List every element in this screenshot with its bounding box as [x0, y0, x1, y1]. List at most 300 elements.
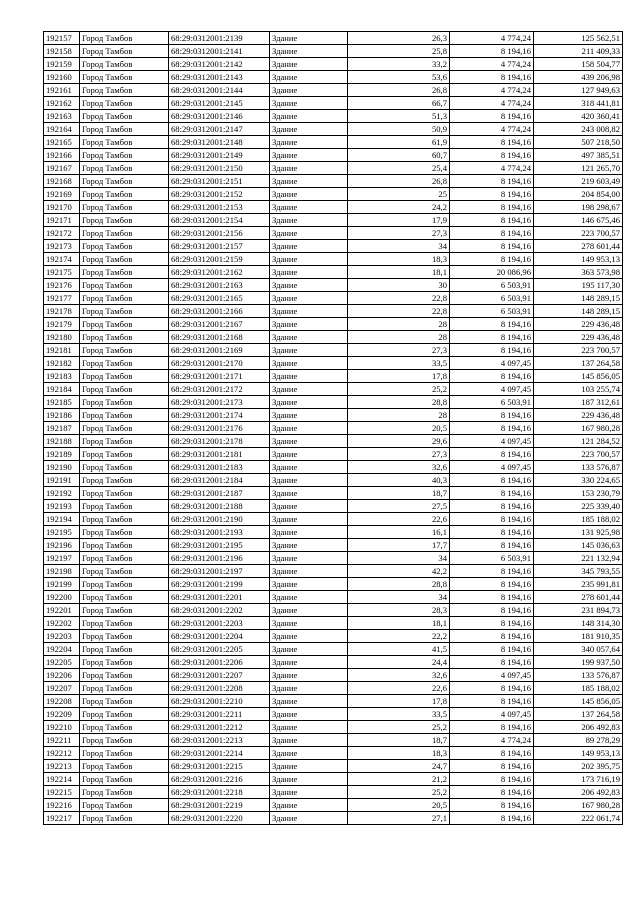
- row-number-cell: 192204: [44, 643, 80, 656]
- object-type-cell: Здание: [270, 32, 348, 45]
- municipality-cell: Город Тамбов: [80, 682, 169, 695]
- cadastral-number-cell: 68:29:0312001:2219: [169, 799, 270, 812]
- object-type-cell: Здание: [270, 708, 348, 721]
- table-row: [44, 461, 623, 474]
- row-number-cell: 192164: [44, 123, 80, 136]
- cadastral-value-cell: 235 991,81: [534, 578, 623, 591]
- cadastral-number-cell: 68:29:0312001:2213: [169, 734, 270, 747]
- cadastral-number-cell: 68:29:0312001:2201: [169, 591, 270, 604]
- object-type-cell: Здание: [270, 331, 348, 344]
- unit-value-cell: 8 194,16: [450, 786, 534, 799]
- row-number-cell: 192211: [44, 734, 80, 747]
- cadastral-value-cell: 221 132,94: [534, 552, 623, 565]
- cadastral-number-cell: 68:29:0312001:2176: [169, 422, 270, 435]
- municipality-cell: Город Тамбов: [80, 500, 169, 513]
- row-number-cell: 192217: [44, 812, 80, 825]
- cadastral-value-cell: 222 061,74: [534, 812, 623, 825]
- row-number-cell: 192162: [44, 97, 80, 110]
- object-type-cell: Здание: [270, 747, 348, 760]
- cadastral-number-cell: 68:29:0312001:2193: [169, 526, 270, 539]
- municipality-cell: Город Тамбов: [80, 396, 169, 409]
- area-cell: 27,3: [348, 344, 450, 357]
- object-type-cell: Здание: [270, 149, 348, 162]
- area-cell: 16,1: [348, 526, 450, 539]
- row-number-cell: 192187: [44, 422, 80, 435]
- area-cell: 33,5: [348, 708, 450, 721]
- row-number-cell: 192172: [44, 227, 80, 240]
- table-row: [44, 370, 623, 383]
- municipality-cell: Город Тамбов: [80, 721, 169, 734]
- object-type-cell: Здание: [270, 643, 348, 656]
- table-row: [44, 669, 623, 682]
- cadastral-number-cell: 68:29:0312001:2183: [169, 461, 270, 474]
- area-cell: 51,3: [348, 110, 450, 123]
- object-type-cell: Здание: [270, 84, 348, 97]
- municipality-cell: Город Тамбов: [80, 643, 169, 656]
- object-type-cell: Здание: [270, 344, 348, 357]
- municipality-cell: Город Тамбов: [80, 32, 169, 45]
- cadastral-number-cell: 68:29:0312001:2157: [169, 240, 270, 253]
- row-number-cell: 192210: [44, 721, 80, 734]
- cadastral-value-cell: 121 265,70: [534, 162, 623, 175]
- object-type-cell: Здание: [270, 526, 348, 539]
- table-row: [44, 695, 623, 708]
- row-number-cell: 192177: [44, 292, 80, 305]
- area-cell: 33,2: [348, 58, 450, 71]
- row-number-cell: 192197: [44, 552, 80, 565]
- area-cell: 22,8: [348, 292, 450, 305]
- cadastral-number-cell: 68:29:0312001:2170: [169, 357, 270, 370]
- cadastral-number-cell: 68:29:0312001:2211: [169, 708, 270, 721]
- row-number-cell: 192171: [44, 214, 80, 227]
- area-cell: 22,6: [348, 682, 450, 695]
- unit-value-cell: 4 774,24: [450, 32, 534, 45]
- table-row: [44, 331, 623, 344]
- unit-value-cell: 8 194,16: [450, 539, 534, 552]
- municipality-cell: Город Тамбов: [80, 513, 169, 526]
- cadastral-number-cell: 68:29:0312001:2178: [169, 435, 270, 448]
- municipality-cell: Город Тамбов: [80, 292, 169, 305]
- cadastral-value-cell: 211 409,33: [534, 45, 623, 58]
- row-number-cell: 192214: [44, 773, 80, 786]
- area-cell: 18,1: [348, 617, 450, 630]
- table-row: [44, 84, 623, 97]
- municipality-cell: Город Тамбов: [80, 188, 169, 201]
- table-row: [44, 32, 623, 45]
- municipality-cell: Город Тамбов: [80, 539, 169, 552]
- unit-value-cell: 8 194,16: [450, 136, 534, 149]
- cadastral-value-cell: 363 573,98: [534, 266, 623, 279]
- municipality-cell: Город Тамбов: [80, 58, 169, 71]
- row-number-cell: 192203: [44, 630, 80, 643]
- row-number-cell: 192191: [44, 474, 80, 487]
- unit-value-cell: 8 194,16: [450, 500, 534, 513]
- area-cell: 25,2: [348, 721, 450, 734]
- cadastral-value-cell: 149 953,13: [534, 253, 623, 266]
- cadastral-number-cell: 68:29:0312001:2154: [169, 214, 270, 227]
- cadastral-number-cell: 68:29:0312001:2156: [169, 227, 270, 240]
- row-number-cell: 192205: [44, 656, 80, 669]
- table-row: [44, 71, 623, 84]
- unit-value-cell: 8 194,16: [450, 214, 534, 227]
- object-type-cell: Здание: [270, 253, 348, 266]
- area-cell: 40,3: [348, 474, 450, 487]
- table-row: [44, 435, 623, 448]
- row-number-cell: 192159: [44, 58, 80, 71]
- cadastral-value-cell: 185 188,02: [534, 682, 623, 695]
- table-row: [44, 188, 623, 201]
- unit-value-cell: 8 194,16: [450, 799, 534, 812]
- table-row: [44, 448, 623, 461]
- municipality-cell: Город Тамбов: [80, 162, 169, 175]
- area-cell: 24,4: [348, 656, 450, 669]
- unit-value-cell: 20 086,96: [450, 266, 534, 279]
- row-number-cell: 192181: [44, 344, 80, 357]
- row-number-cell: 192185: [44, 396, 80, 409]
- cadastral-value-cell: 148 314,30: [534, 617, 623, 630]
- cadastral-number-cell: 68:29:0312001:2197: [169, 565, 270, 578]
- cadastral-value-cell: 507 218,50: [534, 136, 623, 149]
- unit-value-cell: 8 194,16: [450, 474, 534, 487]
- table-row: [44, 136, 623, 149]
- table-row: [44, 357, 623, 370]
- row-number-cell: 192183: [44, 370, 80, 383]
- object-type-cell: Здание: [270, 188, 348, 201]
- object-type-cell: Здание: [270, 383, 348, 396]
- unit-value-cell: 8 194,16: [450, 760, 534, 773]
- area-cell: 28: [348, 409, 450, 422]
- municipality-cell: Город Тамбов: [80, 708, 169, 721]
- object-type-cell: Здание: [270, 591, 348, 604]
- municipality-cell: Город Тамбов: [80, 370, 169, 383]
- object-type-cell: Здание: [270, 357, 348, 370]
- object-type-cell: Здание: [270, 71, 348, 84]
- object-type-cell: Здание: [270, 175, 348, 188]
- table-row: [44, 773, 623, 786]
- row-number-cell: 192208: [44, 695, 80, 708]
- area-cell: 32,6: [348, 669, 450, 682]
- area-cell: 18,7: [348, 734, 450, 747]
- cadastral-number-cell: 68:29:0312001:2149: [169, 149, 270, 162]
- table-row: [44, 721, 623, 734]
- area-cell: 25,2: [348, 383, 450, 396]
- row-number-cell: 192201: [44, 604, 80, 617]
- object-type-cell: Здание: [270, 760, 348, 773]
- row-number-cell: 192184: [44, 383, 80, 396]
- table-row: [44, 175, 623, 188]
- cadastral-value-cell: 340 057,64: [534, 643, 623, 656]
- object-type-cell: Здание: [270, 630, 348, 643]
- row-number-cell: 192215: [44, 786, 80, 799]
- object-type-cell: Здание: [270, 435, 348, 448]
- area-cell: 24,7: [348, 760, 450, 773]
- unit-value-cell: 8 194,16: [450, 344, 534, 357]
- cadastral-value-cell: 187 312,61: [534, 396, 623, 409]
- cadastral-number-cell: 68:29:0312001:2206: [169, 656, 270, 669]
- municipality-cell: Город Тамбов: [80, 279, 169, 292]
- area-cell: 28,8: [348, 578, 450, 591]
- area-cell: 20,5: [348, 799, 450, 812]
- municipality-cell: Город Тамбов: [80, 45, 169, 58]
- object-type-cell: Здание: [270, 227, 348, 240]
- object-type-cell: Здание: [270, 500, 348, 513]
- row-number-cell: 192209: [44, 708, 80, 721]
- unit-value-cell: 8 194,16: [450, 188, 534, 201]
- cadastral-number-cell: 68:29:0312001:2204: [169, 630, 270, 643]
- object-type-cell: Здание: [270, 214, 348, 227]
- cadastral-value-cell: 223 700,57: [534, 227, 623, 240]
- object-type-cell: Здание: [270, 409, 348, 422]
- unit-value-cell: 8 194,16: [450, 448, 534, 461]
- unit-value-cell: 8 194,16: [450, 370, 534, 383]
- object-type-cell: Здание: [270, 474, 348, 487]
- unit-value-cell: 4 774,24: [450, 734, 534, 747]
- municipality-cell: Город Тамбов: [80, 474, 169, 487]
- row-number-cell: 192178: [44, 305, 80, 318]
- unit-value-cell: 8 194,16: [450, 721, 534, 734]
- cadastral-number-cell: 68:29:0312001:2220: [169, 812, 270, 825]
- cadastral-number-cell: 68:29:0312001:2144: [169, 84, 270, 97]
- table-row: [44, 500, 623, 513]
- object-type-cell: Здание: [270, 292, 348, 305]
- cadastral-value-cell: 146 675,46: [534, 214, 623, 227]
- cadastral-number-cell: 68:29:0312001:2188: [169, 500, 270, 513]
- object-type-cell: Здание: [270, 656, 348, 669]
- unit-value-cell: 6 503,91: [450, 305, 534, 318]
- row-number-cell: 192168: [44, 175, 80, 188]
- unit-value-cell: 8 194,16: [450, 695, 534, 708]
- municipality-cell: Город Тамбов: [80, 448, 169, 461]
- object-type-cell: Здание: [270, 734, 348, 747]
- cadastral-value-cell: 223 700,57: [534, 344, 623, 357]
- cadastral-number-cell: 68:29:0312001:2212: [169, 721, 270, 734]
- table-row: [44, 526, 623, 539]
- object-type-cell: Здание: [270, 799, 348, 812]
- cadastral-value-cell: 181 910,35: [534, 630, 623, 643]
- municipality-cell: Город Тамбов: [80, 409, 169, 422]
- municipality-cell: Город Тамбов: [80, 604, 169, 617]
- table-row: [44, 487, 623, 500]
- row-number-cell: 192207: [44, 682, 80, 695]
- area-cell: 32,6: [348, 461, 450, 474]
- municipality-cell: Город Тамбов: [80, 552, 169, 565]
- cadastral-value-cell: 278 601,44: [534, 240, 623, 253]
- table-row: [44, 617, 623, 630]
- cadastral-value-cell: 439 206,98: [534, 71, 623, 84]
- cadastral-value-cell: 198 298,67: [534, 201, 623, 214]
- object-type-cell: Здание: [270, 513, 348, 526]
- unit-value-cell: 8 194,16: [450, 773, 534, 786]
- area-cell: 25,8: [348, 45, 450, 58]
- unit-value-cell: 4 097,45: [450, 357, 534, 370]
- row-number-cell: 192176: [44, 279, 80, 292]
- object-type-cell: Здание: [270, 305, 348, 318]
- row-number-cell: 192190: [44, 461, 80, 474]
- object-type-cell: Здание: [270, 682, 348, 695]
- municipality-cell: Город Тамбов: [80, 760, 169, 773]
- row-number-cell: 192165: [44, 136, 80, 149]
- cadastral-value-cell: 121 284,52: [534, 435, 623, 448]
- municipality-cell: Город Тамбов: [80, 812, 169, 825]
- cadastral-number-cell: 68:29:0312001:2165: [169, 292, 270, 305]
- unit-value-cell: 8 194,16: [450, 175, 534, 188]
- cadastral-number-cell: 68:29:0312001:2195: [169, 539, 270, 552]
- cadastral-number-cell: 68:29:0312001:2184: [169, 474, 270, 487]
- table-row: [44, 604, 623, 617]
- object-type-cell: Здание: [270, 487, 348, 500]
- table-row: [44, 162, 623, 175]
- area-cell: 22,2: [348, 630, 450, 643]
- area-cell: 22,6: [348, 513, 450, 526]
- cadastral-number-cell: 68:29:0312001:2171: [169, 370, 270, 383]
- area-cell: 17,7: [348, 539, 450, 552]
- area-cell: 18,3: [348, 253, 450, 266]
- unit-value-cell: 8 194,16: [450, 45, 534, 58]
- object-type-cell: Здание: [270, 97, 348, 110]
- municipality-cell: Город Тамбов: [80, 435, 169, 448]
- row-number-cell: 192157: [44, 32, 80, 45]
- cadastral-value-cell: 158 504,77: [534, 58, 623, 71]
- area-cell: 41,5: [348, 643, 450, 656]
- table-row: [44, 227, 623, 240]
- municipality-cell: Город Тамбов: [80, 71, 169, 84]
- cadastral-value-cell: 204 854,00: [534, 188, 623, 201]
- cadastral-value-cell: 137 264,58: [534, 708, 623, 721]
- area-cell: 27,3: [348, 227, 450, 240]
- unit-value-cell: 8 194,16: [450, 201, 534, 214]
- table-row: [44, 58, 623, 71]
- object-type-cell: Здание: [270, 617, 348, 630]
- table-row: [44, 240, 623, 253]
- row-number-cell: 192188: [44, 435, 80, 448]
- cadastral-value-cell: 133 576,87: [534, 669, 623, 682]
- unit-value-cell: 6 503,91: [450, 552, 534, 565]
- cadastral-number-cell: 68:29:0312001:2190: [169, 513, 270, 526]
- object-type-cell: Здание: [270, 110, 348, 123]
- area-cell: 18,3: [348, 747, 450, 760]
- cadastral-number-cell: 68:29:0312001:2153: [169, 201, 270, 214]
- cadastral-value-cell: 153 230,79: [534, 487, 623, 500]
- table-row: [44, 266, 623, 279]
- cadastral-number-cell: 68:29:0312001:2210: [169, 695, 270, 708]
- unit-value-cell: 8 194,16: [450, 630, 534, 643]
- table-row: [44, 786, 623, 799]
- row-number-cell: 192198: [44, 565, 80, 578]
- row-number-cell: 192182: [44, 357, 80, 370]
- table-row: [44, 656, 623, 669]
- cadastral-number-cell: 68:29:0312001:2142: [169, 58, 270, 71]
- cadastral-value-cell: 145 856,05: [534, 695, 623, 708]
- row-number-cell: 192213: [44, 760, 80, 773]
- cadastral-value-cell: 278 601,44: [534, 591, 623, 604]
- object-type-cell: Здание: [270, 669, 348, 682]
- cadastral-value-cell: 173 716,19: [534, 773, 623, 786]
- table-row: [44, 708, 623, 721]
- table-row: [44, 552, 623, 565]
- row-number-cell: 192163: [44, 110, 80, 123]
- cadastral-number-cell: 68:29:0312001:2168: [169, 331, 270, 344]
- row-number-cell: 192212: [44, 747, 80, 760]
- cadastral-value-cell: 229 436,48: [534, 318, 623, 331]
- cadastral-value-cell: 225 339,40: [534, 500, 623, 513]
- cadastral-value-cell: 231 894,73: [534, 604, 623, 617]
- unit-value-cell: 8 194,16: [450, 812, 534, 825]
- unit-value-cell: 8 194,16: [450, 682, 534, 695]
- cadastral-value-cell: 229 436,48: [534, 409, 623, 422]
- unit-value-cell: 4 097,45: [450, 383, 534, 396]
- unit-value-cell: 8 194,16: [450, 565, 534, 578]
- cadastral-number-cell: 68:29:0312001:2174: [169, 409, 270, 422]
- cadastral-number-cell: 68:29:0312001:2148: [169, 136, 270, 149]
- table-row: [44, 565, 623, 578]
- table-row: [44, 383, 623, 396]
- cadastral-number-cell: 68:29:0312001:2205: [169, 643, 270, 656]
- table-row: [44, 578, 623, 591]
- municipality-cell: Город Тамбов: [80, 422, 169, 435]
- object-type-cell: Здание: [270, 786, 348, 799]
- row-number-cell: 192216: [44, 799, 80, 812]
- row-number-cell: 192174: [44, 253, 80, 266]
- area-cell: 66,7: [348, 97, 450, 110]
- cadastral-number-cell: 68:29:0312001:2162: [169, 266, 270, 279]
- municipality-cell: Город Тамбов: [80, 136, 169, 149]
- municipality-cell: Город Тамбов: [80, 747, 169, 760]
- municipality-cell: Город Тамбов: [80, 201, 169, 214]
- unit-value-cell: 8 194,16: [450, 318, 534, 331]
- area-cell: 60,7: [348, 149, 450, 162]
- cadastral-number-cell: 68:29:0312001:2166: [169, 305, 270, 318]
- cadastral-value-cell: 167 980,28: [534, 799, 623, 812]
- cadastral-number-cell: 68:29:0312001:2152: [169, 188, 270, 201]
- row-number-cell: 192169: [44, 188, 80, 201]
- unit-value-cell: 8 194,16: [450, 149, 534, 162]
- object-type-cell: Здание: [270, 578, 348, 591]
- municipality-cell: Город Тамбов: [80, 253, 169, 266]
- cadastral-number-cell: 68:29:0312001:2146: [169, 110, 270, 123]
- object-type-cell: Здание: [270, 695, 348, 708]
- municipality-cell: Город Тамбов: [80, 630, 169, 643]
- table-row: [44, 45, 623, 58]
- cadastral-value-cell: 125 562,51: [534, 32, 623, 45]
- municipality-cell: Город Тамбов: [80, 734, 169, 747]
- cadastral-value-cell: 148 289,15: [534, 292, 623, 305]
- cadastral-value-cell: 345 793,55: [534, 565, 623, 578]
- object-type-cell: Здание: [270, 396, 348, 409]
- table-row: [44, 513, 623, 526]
- municipality-cell: Город Тамбов: [80, 773, 169, 786]
- row-number-cell: 192196: [44, 539, 80, 552]
- cadastral-value-cell: 206 492,83: [534, 721, 623, 734]
- table-row: [44, 253, 623, 266]
- object-type-cell: Здание: [270, 812, 348, 825]
- unit-value-cell: 8 194,16: [450, 656, 534, 669]
- unit-value-cell: 8 194,16: [450, 422, 534, 435]
- area-cell: 28,8: [348, 396, 450, 409]
- area-cell: 30: [348, 279, 450, 292]
- cadastral-number-cell: 68:29:0312001:2173: [169, 396, 270, 409]
- table-row: [44, 149, 623, 162]
- table-row: [44, 799, 623, 812]
- area-cell: 28,3: [348, 604, 450, 617]
- row-number-cell: 192194: [44, 513, 80, 526]
- cadastral-number-cell: 68:29:0312001:2145: [169, 97, 270, 110]
- area-cell: 24,2: [348, 201, 450, 214]
- area-cell: 34: [348, 552, 450, 565]
- registry-table: [43, 31, 623, 825]
- unit-value-cell: 8 194,16: [450, 526, 534, 539]
- municipality-cell: Город Тамбов: [80, 669, 169, 682]
- cadastral-value-cell: 199 937,50: [534, 656, 623, 669]
